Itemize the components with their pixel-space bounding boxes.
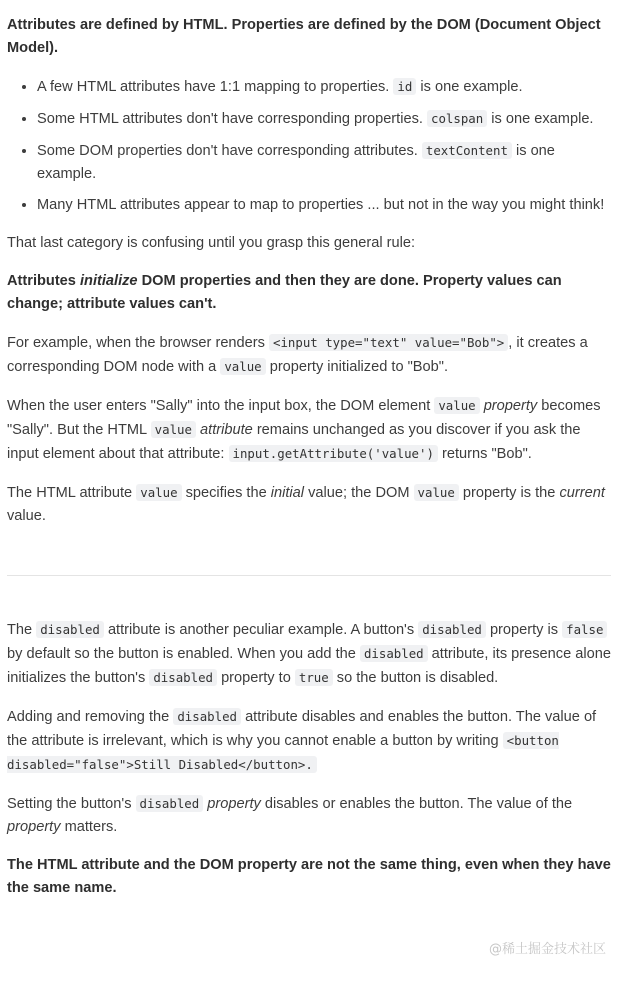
inline-code: <button disabled="false">Still Disabled</button>. [7,733,559,772]
final-paragraph: The HTML attribute and the DOM property are not the same thing, even when they have the same name. [7,857,611,896]
text-run: The HTML attribute [7,485,137,501]
list-item-text: Many HTML attributes appear to map to properties ... but not in the way you might think! [37,197,605,213]
emphasis: property [207,796,261,812]
text-run: specifies the [181,485,271,501]
inline-code: value [220,358,265,375]
list-item [37,75,611,99]
text-run: value. [7,508,46,524]
text-run: remains unchanged as you discover if you ask the input element about that attribute: [7,422,581,462]
list-item-text: Some DOM properties don't have corresponding attributes. [37,143,422,159]
emphasis: attribute [200,422,253,438]
intro-paragraph: Attributes are defined by HTML. Properties are defined by the DOM (Document Object Model). [7,17,601,56]
text-run: property to [217,670,295,686]
list-item-text: is one example. [487,111,594,127]
initial-current-paragraph [7,481,611,528]
text-run: attribute, its presence alone initializes the button's [7,646,611,686]
text-run: Adding and removing the [7,709,174,725]
inline-code: textContent [422,142,512,159]
text-run: value; the DOM [304,485,414,501]
text-run: so the button is disabled. [332,670,499,686]
emphasis: property [7,819,61,835]
inline-code: <input type="text" value="Bob"> [269,334,508,351]
text-run: attribute is another peculiar example. A button's [103,622,419,638]
watermark: @稀土掘金技术社区 [488,942,606,957]
text-run: Attributes [7,273,80,289]
inline-code: id [393,78,416,95]
last-category-paragraph: That last category is confusing until you grasp this general rule: [7,235,416,251]
sally-paragraph [7,394,611,466]
text-run: DOM properties and then they are done. Property values can change; attribute values can't. [7,273,562,312]
text-run: attribute disables and enables the button. The value of the attribute is irrelevant, which is why you cannot enable a button by writing [7,709,597,749]
text-run: by default so the button is enabled. When you add the [7,646,360,662]
text-run: Setting the button's [7,796,136,812]
emphasis: property [483,398,538,414]
inline-code: value [414,484,459,501]
inline-code: disabled [173,708,241,725]
list-item [37,194,611,217]
text-run: property is [485,622,563,638]
rule-paragraph [7,270,611,316]
adding-removing-paragraph [7,705,611,777]
inline-code: input.getAttribute('value') [229,445,438,462]
inline-code: value [151,421,196,438]
text-run: , it creates a corresponding DOM node with a [7,335,588,375]
setting-paragraph [7,792,611,839]
inline-code: disabled [136,795,204,812]
text-run: matters. [60,819,118,835]
list-item [37,107,611,131]
inline-code: disabled [360,645,428,662]
emphasis: initial [270,485,305,501]
disabled-paragraph [7,618,611,690]
text-run: property initialized to "Bob". [265,359,448,375]
text-run: disables or enables the button. The value of the [260,796,573,812]
bullet-list [7,75,611,217]
text-run: becomes "Sally". But the HTML [7,398,601,438]
section-divider [7,575,611,576]
text-run: returns "Bob". [437,446,532,462]
text-run: property is the [458,485,560,501]
text-run: For example, when the browser renders [7,335,269,351]
text-run: The [7,622,37,638]
inline-code: disabled [418,621,486,638]
list-item-text: A few HTML attributes have 1:1 mapping to properties. [37,79,394,95]
article-body [7,14,611,915]
emphasis: initialize [79,273,138,289]
list-item-text: Some HTML attributes don't have corresponding properties. [37,111,427,127]
list-item [37,139,611,186]
inline-code: value [434,397,479,414]
list-item-text: is one example. [416,79,523,95]
inline-code: value [136,484,181,501]
text-run: When the user enters "Sally" into the input box, the DOM element [7,398,435,414]
inline-code: disabled [149,669,217,686]
inline-code: disabled [36,621,104,638]
example-paragraph [7,331,611,379]
emphasis: current [559,485,605,501]
inline-code: false [562,621,607,638]
inline-code: true [295,669,333,686]
inline-code: colspan [427,110,487,127]
list-item-text: is one example. [37,143,555,182]
